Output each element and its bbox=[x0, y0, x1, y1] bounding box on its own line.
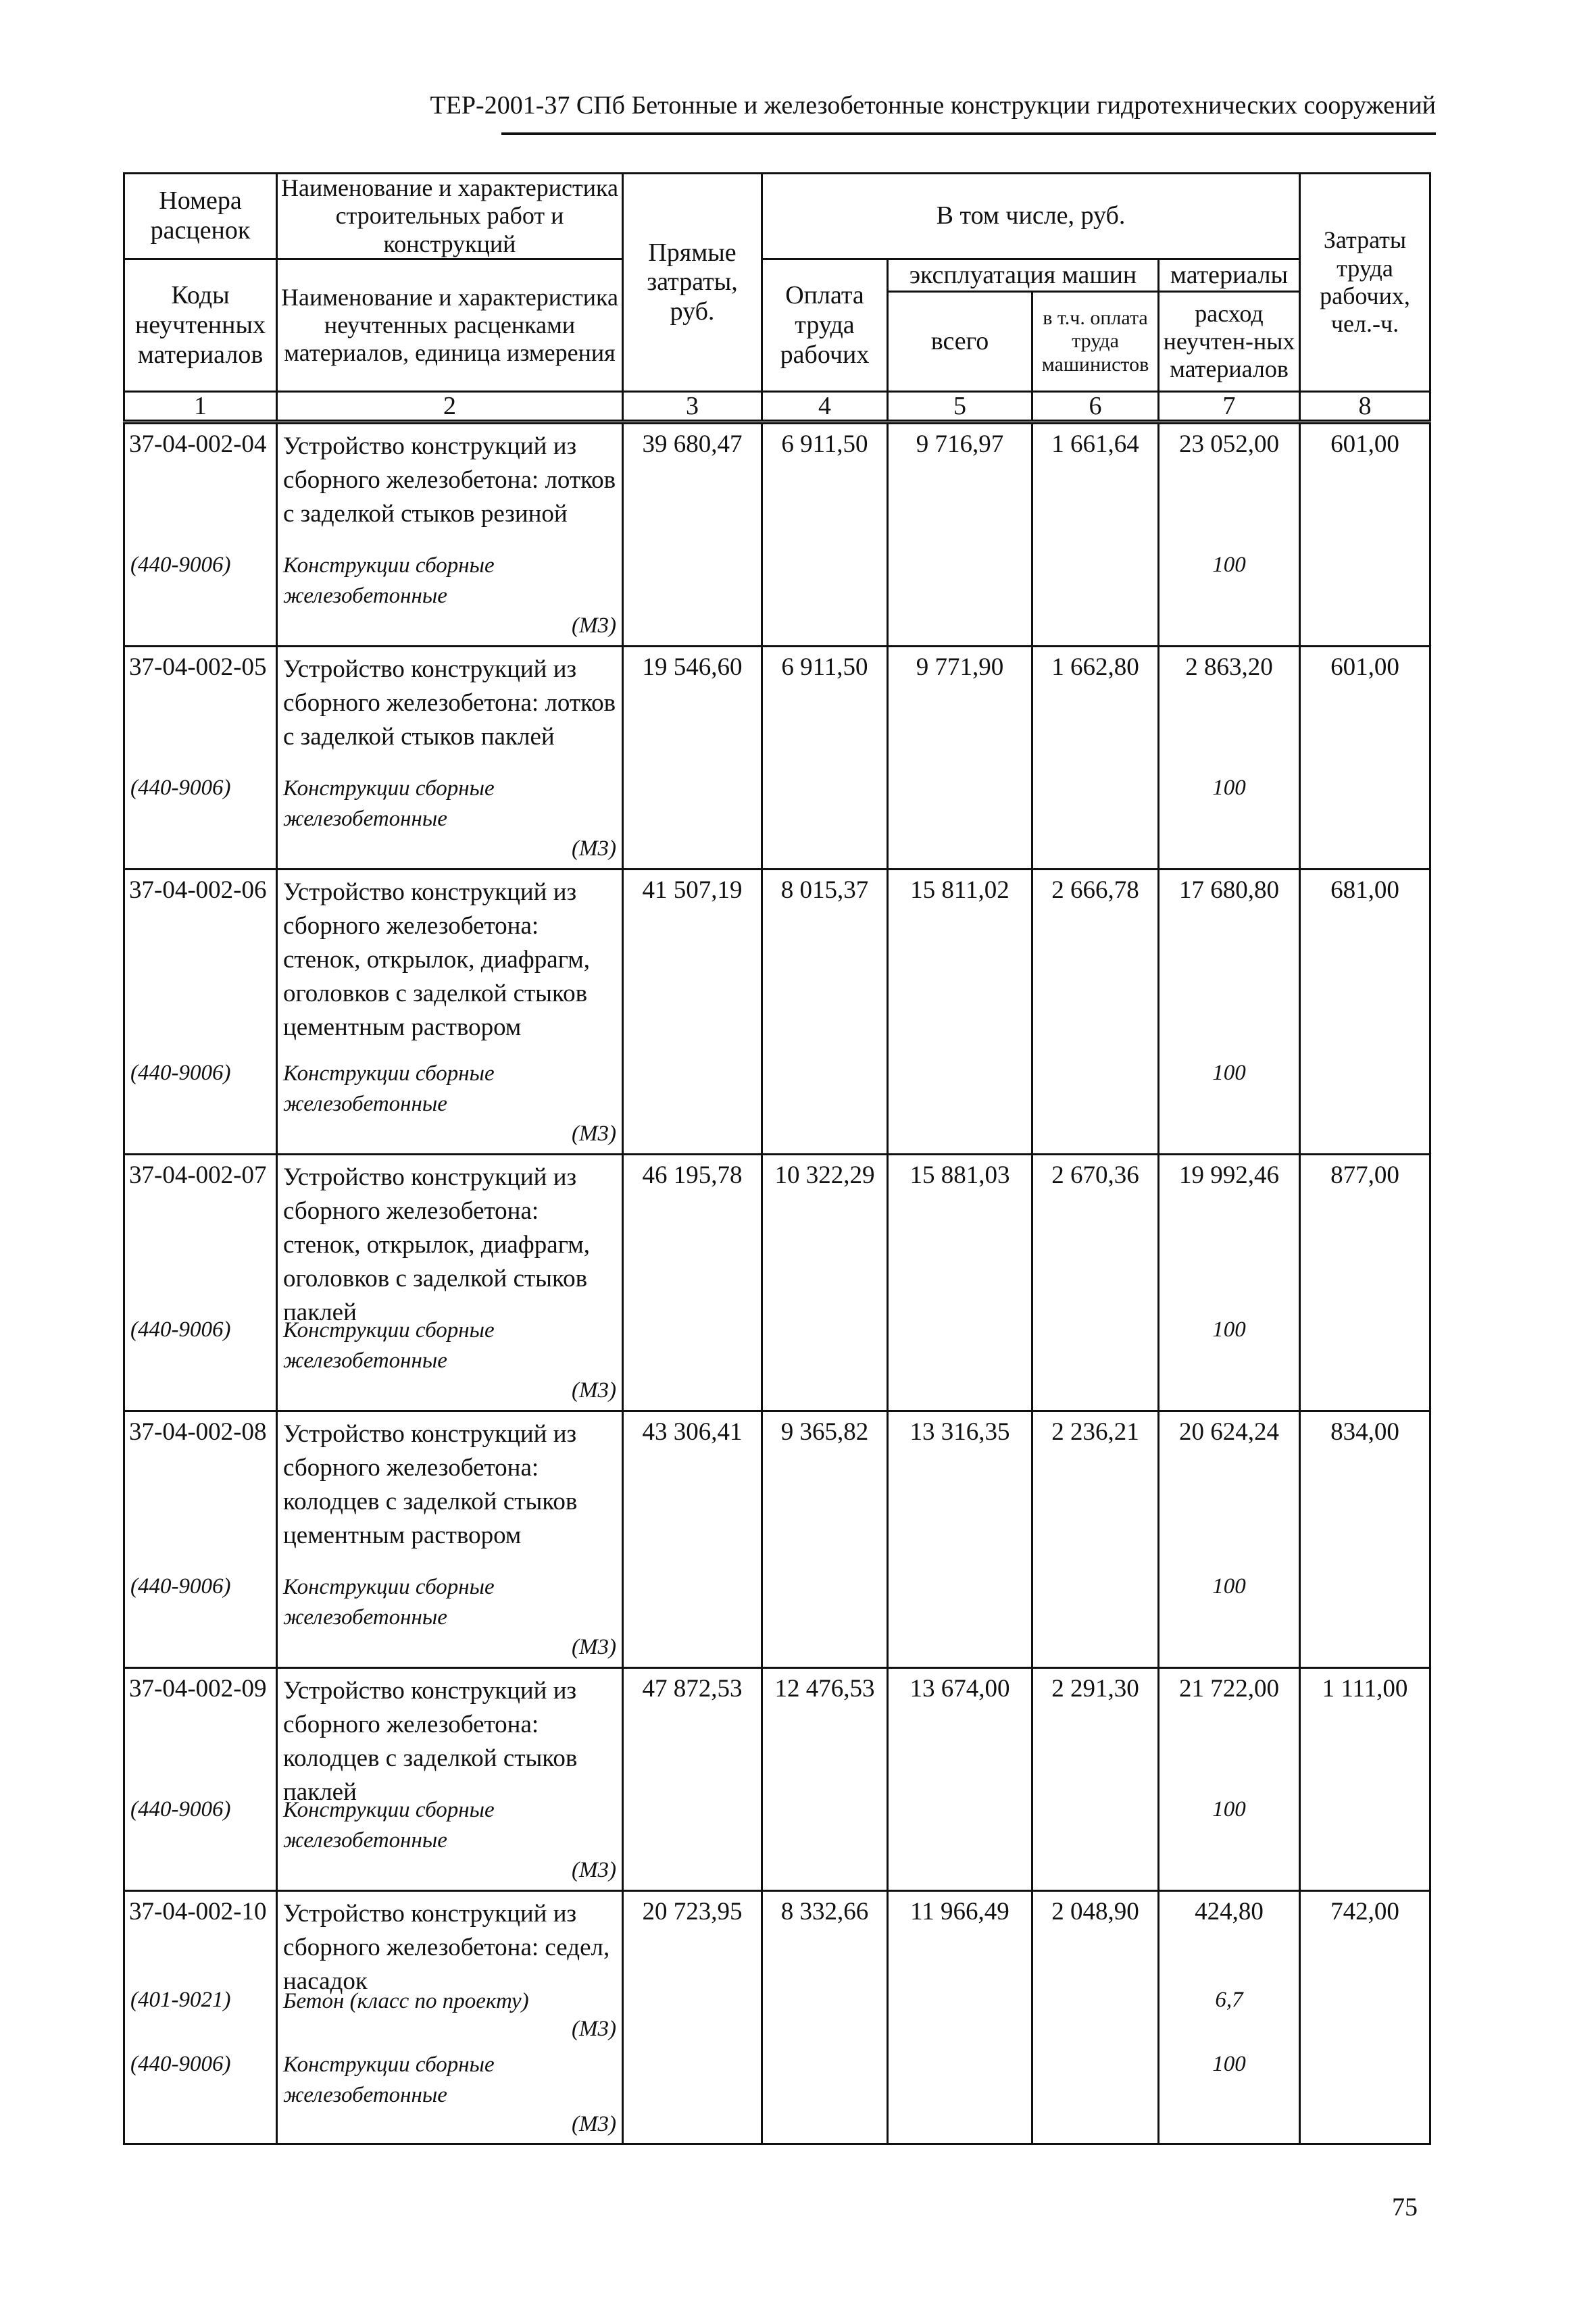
material-qty: 100 bbox=[1212, 553, 1246, 577]
description-cell bbox=[277, 424, 623, 647]
description-cell bbox=[277, 1411, 623, 1668]
header-group: В том числе, руб. bbox=[762, 174, 1300, 259]
description-cell bbox=[277, 647, 623, 870]
table-row bbox=[124, 870, 1430, 1155]
material-name: Конструкции сборные железобетонные bbox=[283, 776, 495, 831]
material-name: Конструкции сборные железобетонные bbox=[283, 1575, 495, 1630]
direct-cost: 47 872,53 bbox=[623, 1668, 762, 1891]
table-row bbox=[124, 1411, 1430, 1668]
machinist-labor: 2 048,90 bbox=[1032, 1891, 1159, 2144]
rate-code-cell bbox=[124, 1411, 277, 1668]
description-cell bbox=[277, 1891, 623, 2144]
material-name: Конструкции сборные железобетонные bbox=[283, 1061, 495, 1116]
header-rule bbox=[501, 132, 1436, 135]
material-name: Конструкции сборные железобетонные bbox=[283, 553, 495, 608]
material-unit: (М3) bbox=[572, 1122, 616, 1146]
rate-code: 37-04-002-09 bbox=[129, 1675, 267, 1703]
machines-total: 9 771,90 bbox=[888, 647, 1032, 870]
labor-cost: 10 322,29 bbox=[762, 1155, 888, 1411]
rate-code-cell bbox=[124, 1668, 277, 1891]
rate-code: 37-04-002-07 bbox=[129, 1161, 267, 1189]
labor-hours: 1 111,00 bbox=[1300, 1668, 1430, 1891]
materials-cost-cell bbox=[1159, 1411, 1300, 1668]
description-cell bbox=[277, 1668, 623, 1891]
rate-code-cell bbox=[124, 1155, 277, 1411]
table-row bbox=[124, 1668, 1430, 1891]
material-unit: (М3) bbox=[572, 1378, 616, 1403]
material-qty: 100 bbox=[1212, 776, 1246, 800]
materials-cost: 20 624,24 bbox=[1179, 1418, 1279, 1446]
material-name: Конструкции сборные железобетонные bbox=[283, 1798, 495, 1853]
table-row bbox=[124, 424, 1430, 647]
machines-total: 13 674,00 bbox=[888, 1668, 1032, 1891]
material-code: (440-9006) bbox=[130, 776, 231, 800]
col-number: 8 bbox=[1300, 392, 1430, 421]
description-cell bbox=[277, 1155, 623, 1411]
material-code: (440-9006) bbox=[130, 1574, 231, 1599]
direct-cost: 20 723,95 bbox=[623, 1891, 762, 2144]
direct-cost: 41 507,19 bbox=[623, 870, 762, 1155]
machinist-labor: 2 236,21 bbox=[1032, 1411, 1159, 1668]
work-title: Устройство конструкций из сборного железобетона: колодцев с заделкой стыков цементным раствором bbox=[283, 1420, 578, 1549]
header-col1-bottom: Коды неучтенных материалов bbox=[124, 259, 277, 392]
material-unit: (М3) bbox=[572, 1635, 616, 1659]
material-qty: 100 bbox=[1212, 1061, 1246, 1085]
table-row bbox=[124, 1155, 1430, 1411]
rate-code: 37-04-002-06 bbox=[129, 876, 267, 904]
machines-total: 13 316,35 bbox=[888, 1411, 1032, 1668]
machinist-labor: 2 291,30 bbox=[1032, 1668, 1159, 1891]
machines-total: 15 811,02 bbox=[888, 870, 1032, 1155]
work-title: Устройство конструкций из сборного железобетона: стенок, открылок, диафрагм, оголовков с заделкой стыков цементным раствором bbox=[283, 878, 591, 1041]
material-code: (440-9006) bbox=[130, 553, 231, 577]
material-code: (440-9006) bbox=[130, 2052, 231, 2076]
labor-cost: 6 911,50 bbox=[762, 647, 888, 870]
material-qty: 6,7 bbox=[1215, 1988, 1243, 2012]
header-col5: всего bbox=[888, 292, 1032, 392]
materials-cost-cell bbox=[1159, 1668, 1300, 1891]
material-unit: (М3) bbox=[572, 836, 616, 861]
rate-code-cell bbox=[124, 647, 277, 870]
material-code: (401-9021) bbox=[130, 1988, 231, 2012]
material-unit: (М3) bbox=[572, 2112, 616, 2136]
direct-cost: 43 306,41 bbox=[623, 1411, 762, 1668]
page-number: 75 bbox=[1392, 2193, 1418, 2221]
material-qty: 100 bbox=[1212, 1574, 1246, 1599]
machinist-labor: 2 670,36 bbox=[1032, 1155, 1159, 1411]
header-col7: расход неучтен-ных материалов bbox=[1159, 292, 1300, 392]
machinist-labor: 1 661,64 bbox=[1032, 424, 1159, 647]
material-unit: (М3) bbox=[572, 613, 616, 638]
material-qty: 100 bbox=[1212, 2052, 1246, 2076]
materials-cost: 2 863,20 bbox=[1185, 653, 1273, 681]
work-title: Устройство конструкций из сборного железобетона: стенок, открылок, диафрагм, оголовков с заделкой стыков паклей bbox=[283, 1163, 591, 1326]
machines-total: 9 716,97 bbox=[888, 424, 1032, 647]
materials-cost-cell bbox=[1159, 870, 1300, 1155]
col-number: 7 bbox=[1159, 392, 1300, 421]
header-col2-bottom: Наименование и характеристика неучтенных расценками материалов, единица измерения bbox=[277, 259, 623, 392]
page-header-title: ТЕР-2001-37 СПб Бетонные и железобетонные конструкции гидротехнических сооружений bbox=[430, 91, 1436, 120]
rate-code: 37-04-002-08 bbox=[129, 1418, 267, 1446]
materials-cost: 21 722,00 bbox=[1179, 1675, 1279, 1703]
header-col3: Прямые затраты, руб. bbox=[623, 174, 762, 392]
col-number: 2 bbox=[277, 392, 623, 421]
labor-hours: 742,00 bbox=[1300, 1891, 1430, 2144]
work-title: Устройство конструкций из сборного железобетона: лотков с заделкой стыков паклей bbox=[283, 655, 616, 751]
col-number: 3 bbox=[623, 392, 762, 421]
labor-cost: 12 476,53 bbox=[762, 1668, 888, 1891]
work-title: Устройство конструкций из сборного железобетона: колодцев с заделкой стыков паклей bbox=[283, 1677, 578, 1806]
machines-total: 15 881,03 bbox=[888, 1155, 1032, 1411]
table-body bbox=[123, 422, 1431, 2145]
material-qty: 100 bbox=[1212, 1317, 1246, 1342]
labor-cost: 6 911,50 bbox=[762, 424, 888, 647]
machinist-labor: 1 662,80 bbox=[1032, 647, 1159, 870]
material-name: Конструкции сборные железобетонные bbox=[283, 2053, 495, 2107]
material-name: Конструкции сборные железобетонные bbox=[283, 1318, 495, 1373]
rate-code: 37-04-002-05 bbox=[129, 653, 267, 681]
rate-code-cell bbox=[124, 870, 277, 1155]
labor-hours: 681,00 bbox=[1300, 870, 1430, 1155]
header-col6: в т.ч. оплата труда машинистов bbox=[1032, 292, 1159, 392]
header-machines: эксплуатация машин bbox=[888, 259, 1159, 292]
materials-cost-cell bbox=[1159, 1155, 1300, 1411]
labor-hours: 601,00 bbox=[1300, 424, 1430, 647]
materials-cost-cell bbox=[1159, 1891, 1300, 2144]
materials-cost: 23 052,00 bbox=[1179, 430, 1279, 458]
header-col2-top: Наименование и характеристика строительных работ и конструкций bbox=[277, 174, 623, 259]
table-row bbox=[124, 1891, 1430, 2144]
rate-code: 37-04-002-04 bbox=[129, 430, 267, 458]
rate-code-cell bbox=[124, 424, 277, 647]
material-name: Бетон (класс по проекту) bbox=[283, 1989, 529, 2013]
machines-total: 11 966,49 bbox=[888, 1891, 1032, 2144]
materials-cost-cell bbox=[1159, 424, 1300, 647]
header-col4: Оплата труда рабочих bbox=[762, 259, 888, 392]
header-col1-top: Номера расценок bbox=[124, 174, 277, 259]
rate-code-cell bbox=[124, 1891, 277, 2144]
labor-hours: 601,00 bbox=[1300, 647, 1430, 870]
material-code: (440-9006) bbox=[130, 1061, 231, 1085]
col-number: 4 bbox=[762, 392, 888, 421]
material-code: (440-9006) bbox=[130, 1317, 231, 1342]
description-cell bbox=[277, 870, 623, 1155]
work-title: Устройство конструкций из сборного железобетона: седел, насадок bbox=[283, 1900, 610, 1995]
material-unit: (М3) bbox=[572, 2017, 616, 2041]
materials-cost: 19 992,46 bbox=[1179, 1161, 1279, 1189]
header-materials: материалы bbox=[1159, 259, 1300, 292]
materials-cost: 424,80 bbox=[1195, 1898, 1264, 1926]
materials-cost-cell bbox=[1159, 647, 1300, 870]
table-row bbox=[124, 647, 1430, 870]
labor-hours: 834,00 bbox=[1300, 1411, 1430, 1668]
table-header bbox=[123, 172, 1431, 422]
rate-code: 37-04-002-10 bbox=[129, 1898, 267, 1926]
labor-hours: 877,00 bbox=[1300, 1155, 1430, 1411]
labor-cost: 8 332,66 bbox=[762, 1891, 888, 2144]
materials-cost: 17 680,80 bbox=[1179, 876, 1279, 904]
direct-cost: 46 195,78 bbox=[623, 1155, 762, 1411]
col-number: 5 bbox=[888, 392, 1032, 421]
header-col8: Затраты труда рабочих, чел.-ч. bbox=[1300, 174, 1430, 392]
col-number: 1 bbox=[124, 392, 277, 421]
direct-cost: 19 546,60 bbox=[623, 647, 762, 870]
labor-cost: 8 015,37 bbox=[762, 870, 888, 1155]
machinist-labor: 2 666,78 bbox=[1032, 870, 1159, 1155]
labor-cost: 9 365,82 bbox=[762, 1411, 888, 1668]
material-qty: 100 bbox=[1212, 1797, 1246, 1821]
material-unit: (М3) bbox=[572, 1858, 616, 1882]
direct-cost: 39 680,47 bbox=[623, 424, 762, 647]
col-number: 6 bbox=[1032, 392, 1159, 421]
material-code: (440-9006) bbox=[130, 1797, 231, 1821]
work-title: Устройство конструкций из сборного железобетона: лотков с заделкой стыков резиной bbox=[283, 432, 616, 528]
